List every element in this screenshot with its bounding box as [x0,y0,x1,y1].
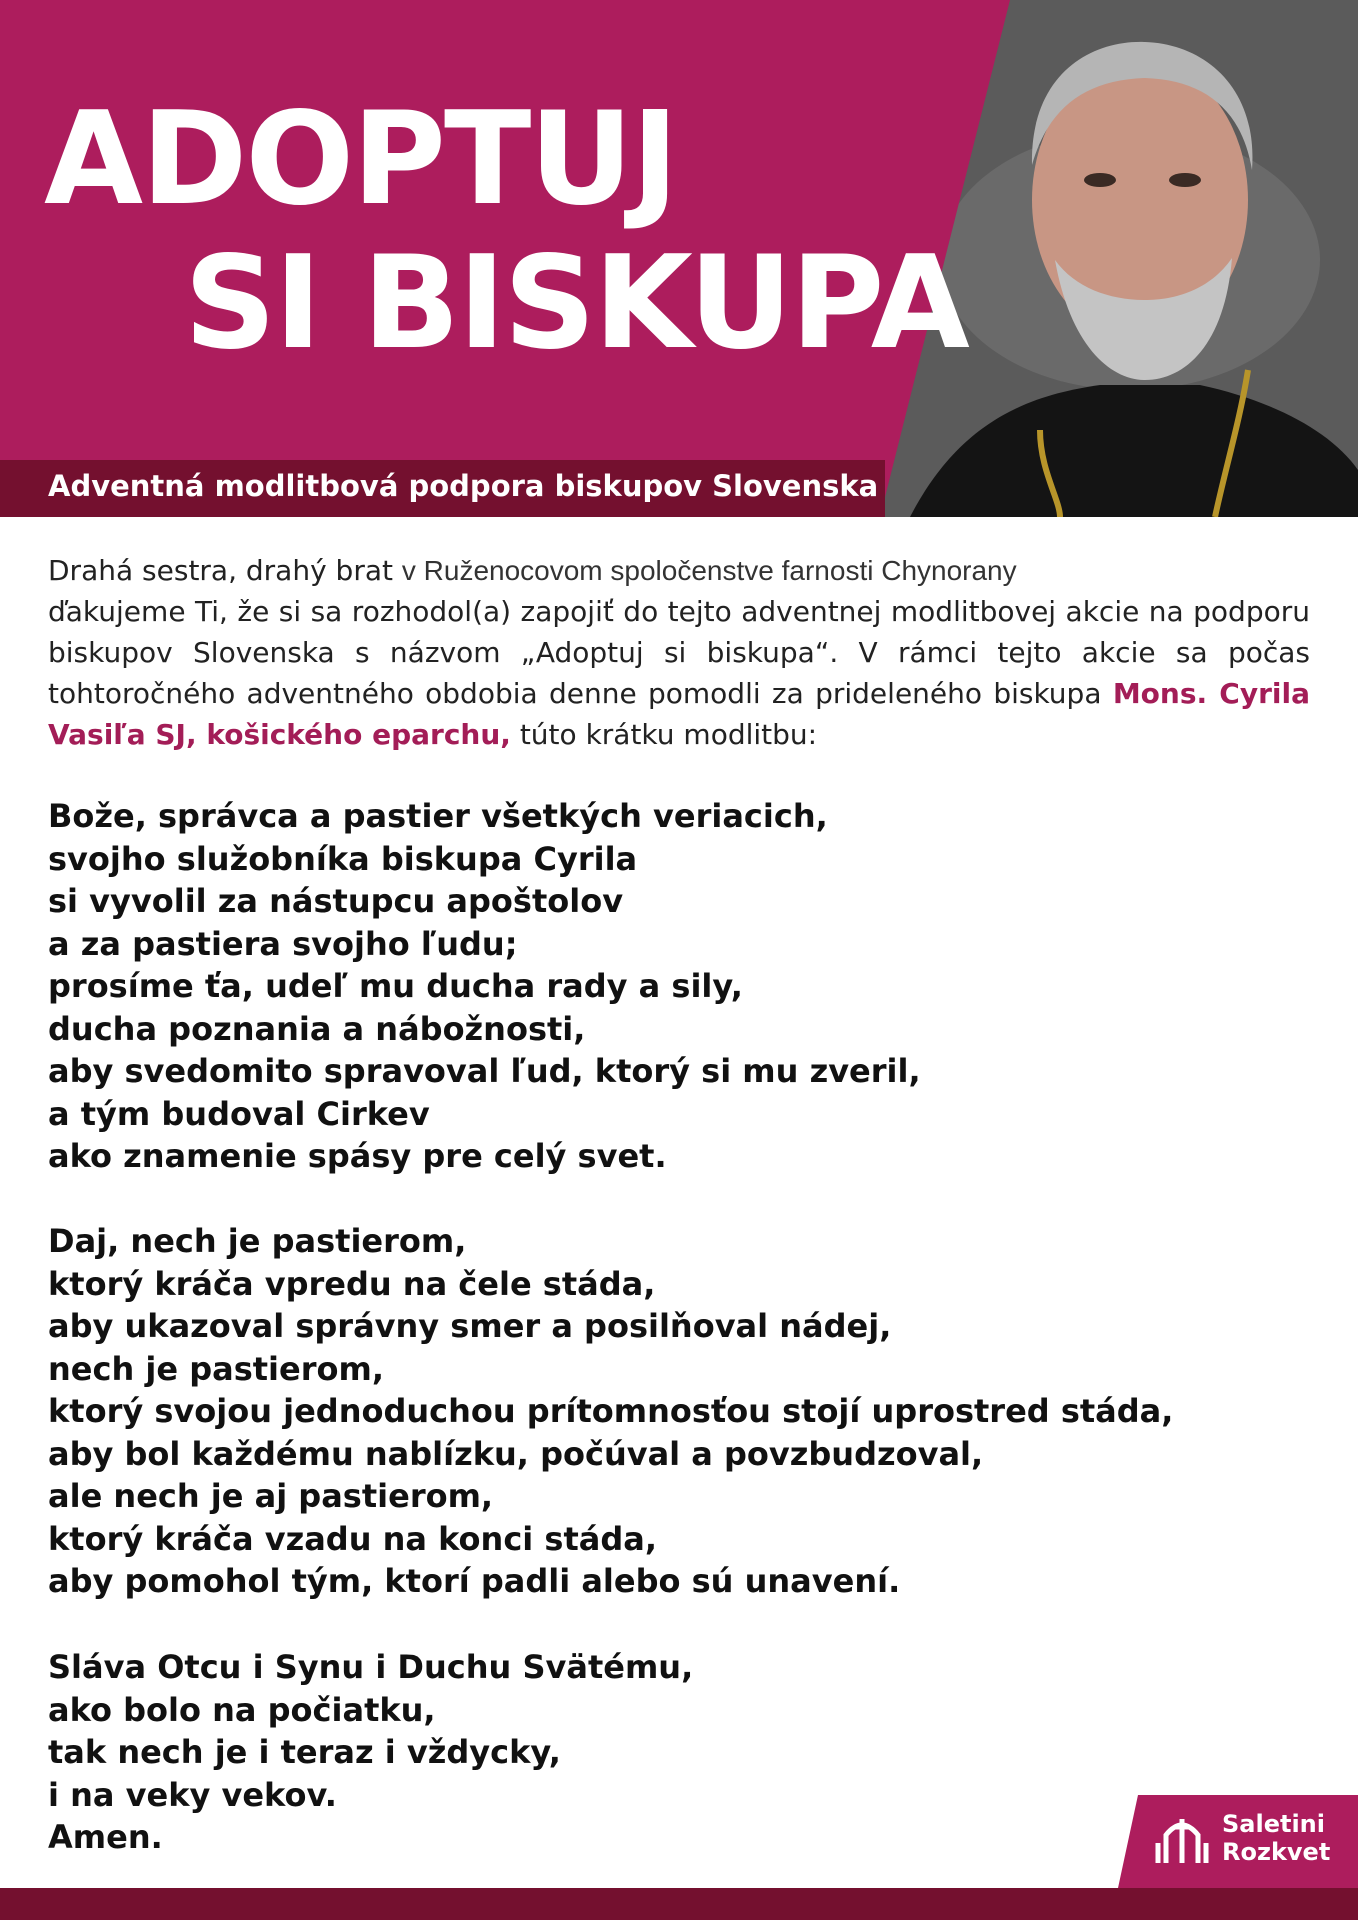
paragraph-start: ďakujeme Ti, že si sa rozhodol(a) zapojiť do tejto adventnej modlitbovej akcie na podporu biskupov Slovenska s názvom „Adoptuj si biskupa“. V rámci tejto akcie sa počas tohtoročného adventného obdobia denne pomodli za prideleného biskupa [48,595,1310,710]
prayer-stanza-3: Sláva Otcu i Synu i Duchu Svätému, ako bolo na počiatku, tak nech je i teraz i vždycky, i na veky vekov. Amen. [48,1648,694,1856]
subtitle: Adventná modlitbová podpora biskupov Slovenska [48,469,879,503]
bottom-bar [0,1888,1358,1920]
header-banner [0,0,1358,517]
bishop-name: Mons. Cyrila Vasiľa SJ, košického eparchu, [48,677,1310,751]
title-line-2: SI BISKUPA [184,229,968,378]
logo-line-2: Rozkvet [1222,1838,1331,1866]
title-line-1: ADOPTUJ [44,85,677,234]
paragraph-end: túto krátku modlitbu: [519,718,818,751]
logo-text [1222,1810,1330,1866]
prayer-stanza-1: Bože, správca a pastier všetkých veriacich, svojho služobníka biskupa Cyrila si vyvolil za nástupcu apoštolov a za pastiera svojho ľudu; prosíme ťa, udeľ mu ducha rady a sily, ducha poznania a nábožnosti, aby svedomito spravoval ľud, ktorý si mu zveril, a tým budoval Cirkev ako znamenie spásy pre celý svet. [48,797,921,1175]
greeting: Drahá sestra, drahý brat [48,554,393,587]
greeting-filled-community: v Ruženocovom spoločenstve farnosti Chynorany [401,555,1017,586]
logo-line-1: Saletini [1222,1810,1325,1838]
prayer-stanza-2: Daj, nech je pastierom, ktorý kráča vpredu na čele stáda, aby ukazoval správny smer a posilňoval nádej, nech je pastierom, ktorý svojou jednoduchou prítomnosťou stojí uprostred stáda, aby bol každému nablízku, počúval a povzbudzoval, ale nech je aj pastierom, ktorý kráča vzadu na konci stáda, aby pomohol tým, ktorí padli alebo sú unavení. [48,1222,1174,1600]
greeting-line [48,550,1310,591]
logo-mark-icon [1158,1819,1206,1863]
intro-paragraph [48,591,1310,755]
